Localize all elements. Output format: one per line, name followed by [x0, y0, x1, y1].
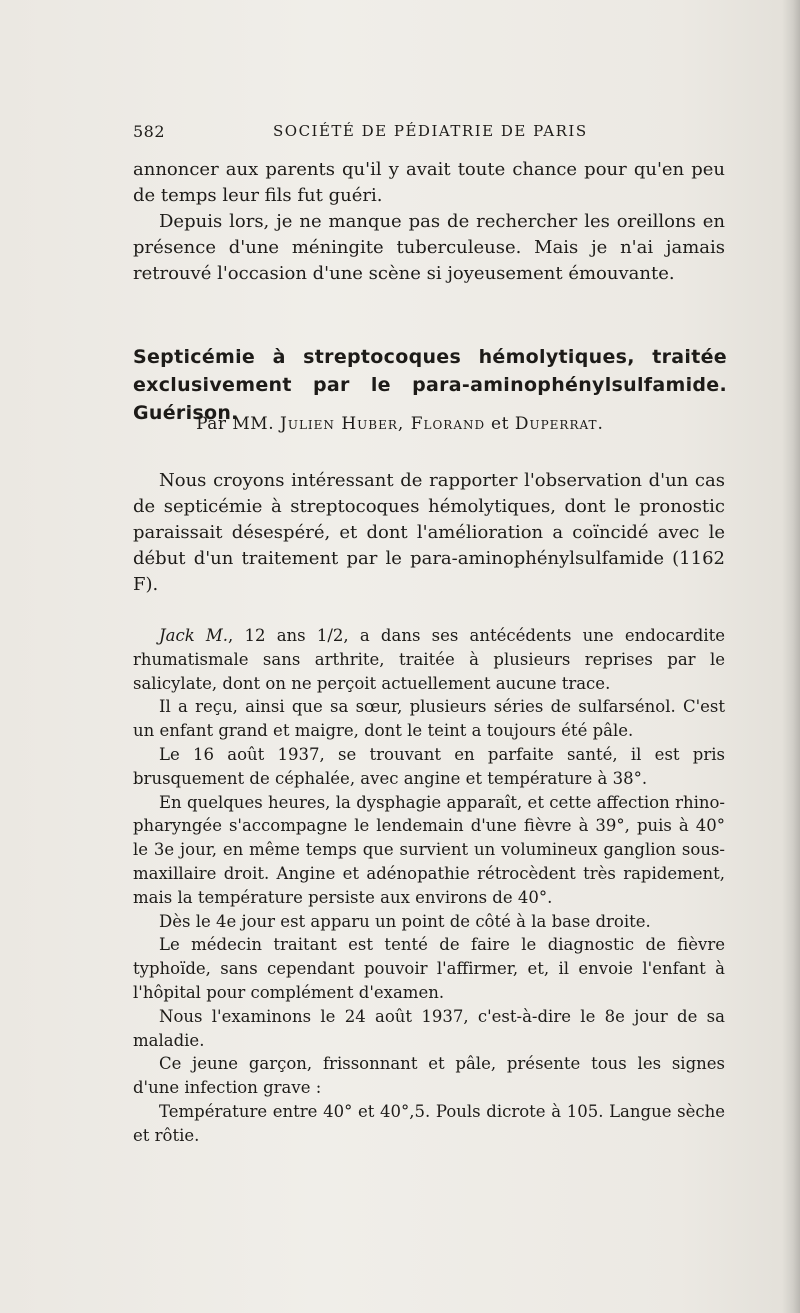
article-byline — [0, 414, 800, 434]
case-paragraph-2: Il a reçu, ainsi que sa sœur, plusieurs séries de sulfarsénol. C'est un enfant grand et maigre, dont le teint a toujours été pâle. — [133, 697, 725, 741]
page-number: 582 — [133, 122, 166, 141]
case-paragraph-8: Ce jeune garçon, frissonnant et pâle, présente tous les signes d'une infection grave : — [133, 1054, 725, 1098]
case-paragraph-9: Température entre 40° et 40°,5. Pouls dicrote à 105. Langue sèche et rôtie. — [133, 1101, 725, 1145]
byline-authors-2: Duperrat. — [514, 414, 604, 434]
case-paragraph-4: En quelques heures, la dysphagie apparaît, et cette affection rhino-pharyngée s'accompagne le lendemain d'une fièvre à 39°, puis à 40° le 3e jour, en même temps que survient un volumineux ganglion sous-maxillaire droit. Angine et adénopathie rétrocèdent très rapidement, mais la température persiste aux environs de 40°. — [133, 792, 725, 907]
lead-paragraph: Nous croyons intéressant de rapporter l'observation d'un cas de septicémie à streptocoques hémolytiques, dont le pronostic paraissait désespéré, et dont l'amélioration a coïncidé avec le début d'un traitement par le para-aminophénylsulfamide (1162 F). — [133, 470, 725, 595]
case-paragraph-3: Le 16 août 1937, se trouvant en parfaite santé, il est pris brusquement de céphalée, avec angine et température à 38°. — [133, 744, 725, 788]
case-paragraph-5: Dès le 4e jour est apparu un point de côté à la base droite. — [159, 911, 651, 931]
case-paragraph-1-text: , 12 ans 1/2, a dans ses antécédents une endocardite rhumatismale sans arthrite, traitée à plusieurs reprises par le salicylate, dont on ne perçoit actuellement aucune trace. — [133, 626, 725, 693]
lead-text — [133, 468, 725, 598]
case-paragraph-7: Nous l'examinons le 24 août 1937, c'est-à-dire le 8e jour de sa maladie. — [133, 1006, 725, 1050]
intro-paragraph-2: Depuis lors, je ne manque pas de rechercher les oreillons en présence d'une méningite tuberculeuse. Mais je n'ai jamais retrouvé l'occasion d'une scène si joyeusement émouvante. — [133, 211, 725, 284]
byline-and: et — [491, 414, 509, 434]
running-head — [133, 122, 723, 146]
case-report — [133, 624, 725, 1148]
case-paragraph-1 — [133, 624, 725, 695]
byline-authors-1: Julien Huber, Florand — [280, 414, 486, 434]
patient-name: Jack M. — [159, 626, 229, 645]
case-paragraph-6: Le médecin traitant est tenté de faire le diagnostic de fièvre typhoïde, sans cependant pouvoir l'affirmer, et, il envoie l'enfant à l'hôpital pour complément d'examen. — [133, 935, 725, 1002]
journal-title: SOCIÉTÉ DE PÉDIATRIE DE PARIS — [273, 122, 588, 140]
page-edge-shadow — [782, 0, 800, 1313]
byline-prefix: Par MM. — [196, 414, 275, 434]
article-title: Septicémie à streptocoques hémolytiques, traitée exclusivement par le para-aminophénylsulfamide. Guérison. — [133, 346, 727, 424]
intro-paragraph-1: annoncer aux parents qu'il y avait toute chance pour qu'en peu de temps leur fils fut guéri. — [133, 159, 725, 206]
intro-text — [133, 157, 725, 287]
